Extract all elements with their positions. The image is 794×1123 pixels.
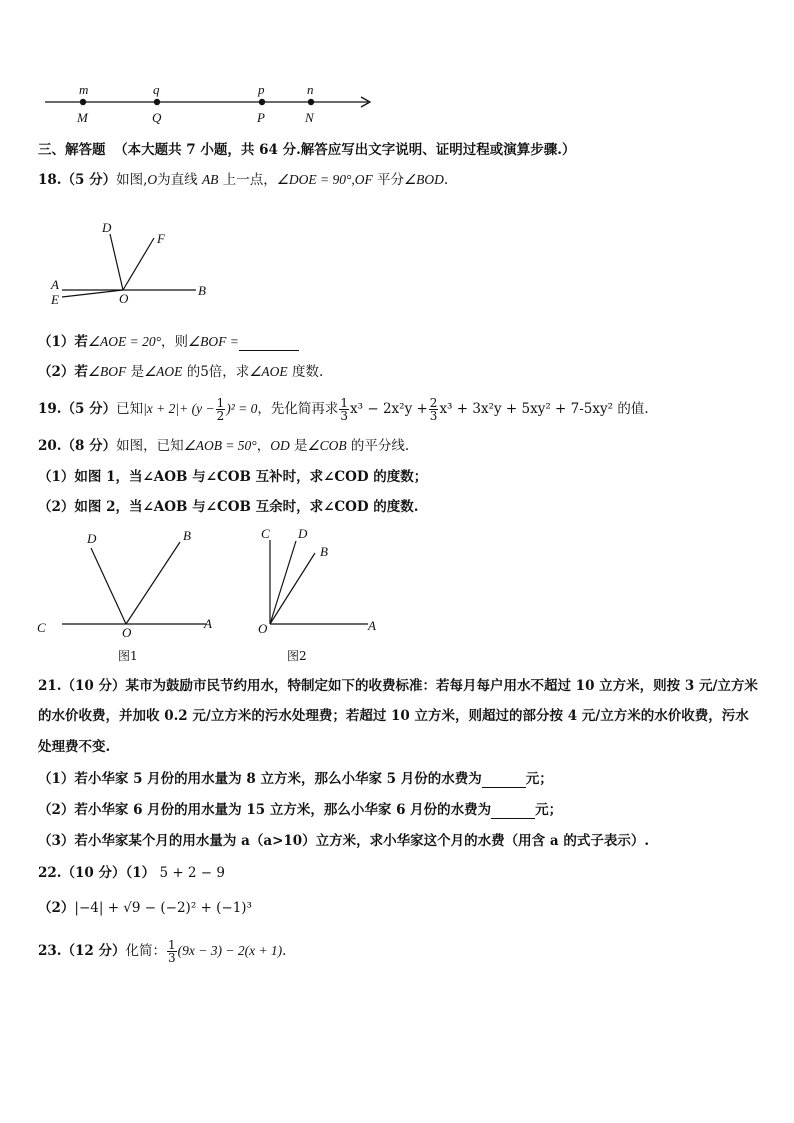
q18-label-F: F	[157, 231, 165, 246]
label-P: P	[257, 110, 265, 125]
q18-stem: 18.（5 分）如图,O为直线 AB 上一点，∠DOE = 90°,OF 平分∠BOD.	[38, 172, 449, 188]
q21-blank-2[interactable]	[491, 804, 535, 819]
fig1-label-A: A	[204, 616, 212, 631]
fig2-label-A: A	[368, 618, 376, 633]
q21-line3: 处理费不变.	[38, 739, 111, 755]
label-M: M	[77, 110, 88, 125]
q18-label-D: D	[102, 220, 112, 235]
q22-part2: （2）|−4| + √9 − (−2)² + (−1)³	[38, 900, 252, 916]
q18-label-E: E	[51, 292, 59, 307]
q18-label-O: O	[119, 291, 129, 306]
q21-part2: （2）若小华家 6 月份的用水量为 15 立方米，那么小华家 6 月份的水费为 元；	[38, 802, 563, 818]
label-n: n	[307, 82, 314, 97]
q20-part1: （1）如图 1，当∠AOB 与∠COB 互补时，求∠COD 的度数；	[38, 469, 428, 485]
q20-part2: （2）如图 2，当∠AOB 与∠COB 互余时，求∠COD 的度数.	[38, 499, 419, 515]
label-N: N	[305, 110, 314, 125]
fig1-caption: 图1	[118, 649, 138, 663]
q18-part2: （2）若∠BOF 是∠AOE 的5倍，求∠AOE 度数.	[38, 364, 324, 380]
q19-stem: 19.（5 分）已知|x + 2|+ (y − $\frac{1}{2}$ )² = 0，先化简再求 $\frac{1}{3}$ x³ − 2x²y + $\frac{2}{3}$ x³ + 3x²y + 5xy² + 7-5xy² 的值.	[38, 396, 649, 423]
q21-line1: 21.（10 分）某市为鼓励市民节约用水，特制定如下的收费标准：若每月每户用水不超过 10 立方米，则按 3 元/立方米	[38, 678, 758, 694]
q23-stem: 23.（12 分）化简： $\frac{1}{3}$ (9x − 3) − 2(x + 1).	[38, 938, 287, 965]
fig2-label-C: C	[261, 526, 270, 541]
fig2-label-D: D	[298, 526, 308, 541]
q21-blank-1[interactable]	[482, 773, 526, 788]
fig2-label-B: B	[320, 544, 328, 559]
fig2-caption: 图2	[287, 649, 307, 663]
q21-part3: （3）若小华家某个月的用水量为 a（a>10）立方米，求小华家这个月的水费（用含 a 的式子表示）.	[38, 833, 650, 849]
q18-part1: （1）若∠AOE = 20°，则∠BOF =	[38, 333, 299, 351]
fig1-label-C: C	[37, 620, 46, 635]
q21-part1: （1）若小华家 5 月份的用水量为 8 立方米，那么小华家 5 月份的水费为 元；	[38, 771, 553, 787]
q20-stem: 20.（8 分）如图，已知∠AOB = 50°，OD 是∠COB 的平分线.	[38, 438, 410, 454]
section-heading: 三、解答题 （本大题共 7 小题，共 64 分.解答应写出文字说明、证明过程或演算步骤.）	[38, 142, 576, 158]
fig2-label-O: O	[258, 621, 268, 636]
label-q: q	[153, 82, 160, 97]
fig1-label-D: D	[87, 531, 97, 546]
q22-part1: 22.（10 分）（1） 5 + 2 − 9	[38, 865, 225, 881]
fig1-label-O: O	[122, 625, 132, 640]
q18-label-A: A	[51, 277, 59, 292]
q21-line2: 的水价收费，并加收 0.2 元/立方米的污水处理费；若超过 10 立方米，则超过的部分按 4 元/立方米的水价收费，污水	[38, 708, 749, 724]
label-m: m	[79, 82, 89, 97]
label-Q: Q	[152, 110, 162, 125]
fig1-label-B: B	[183, 528, 191, 543]
q18-label-B: B	[198, 283, 206, 298]
label-p: p	[258, 82, 265, 97]
